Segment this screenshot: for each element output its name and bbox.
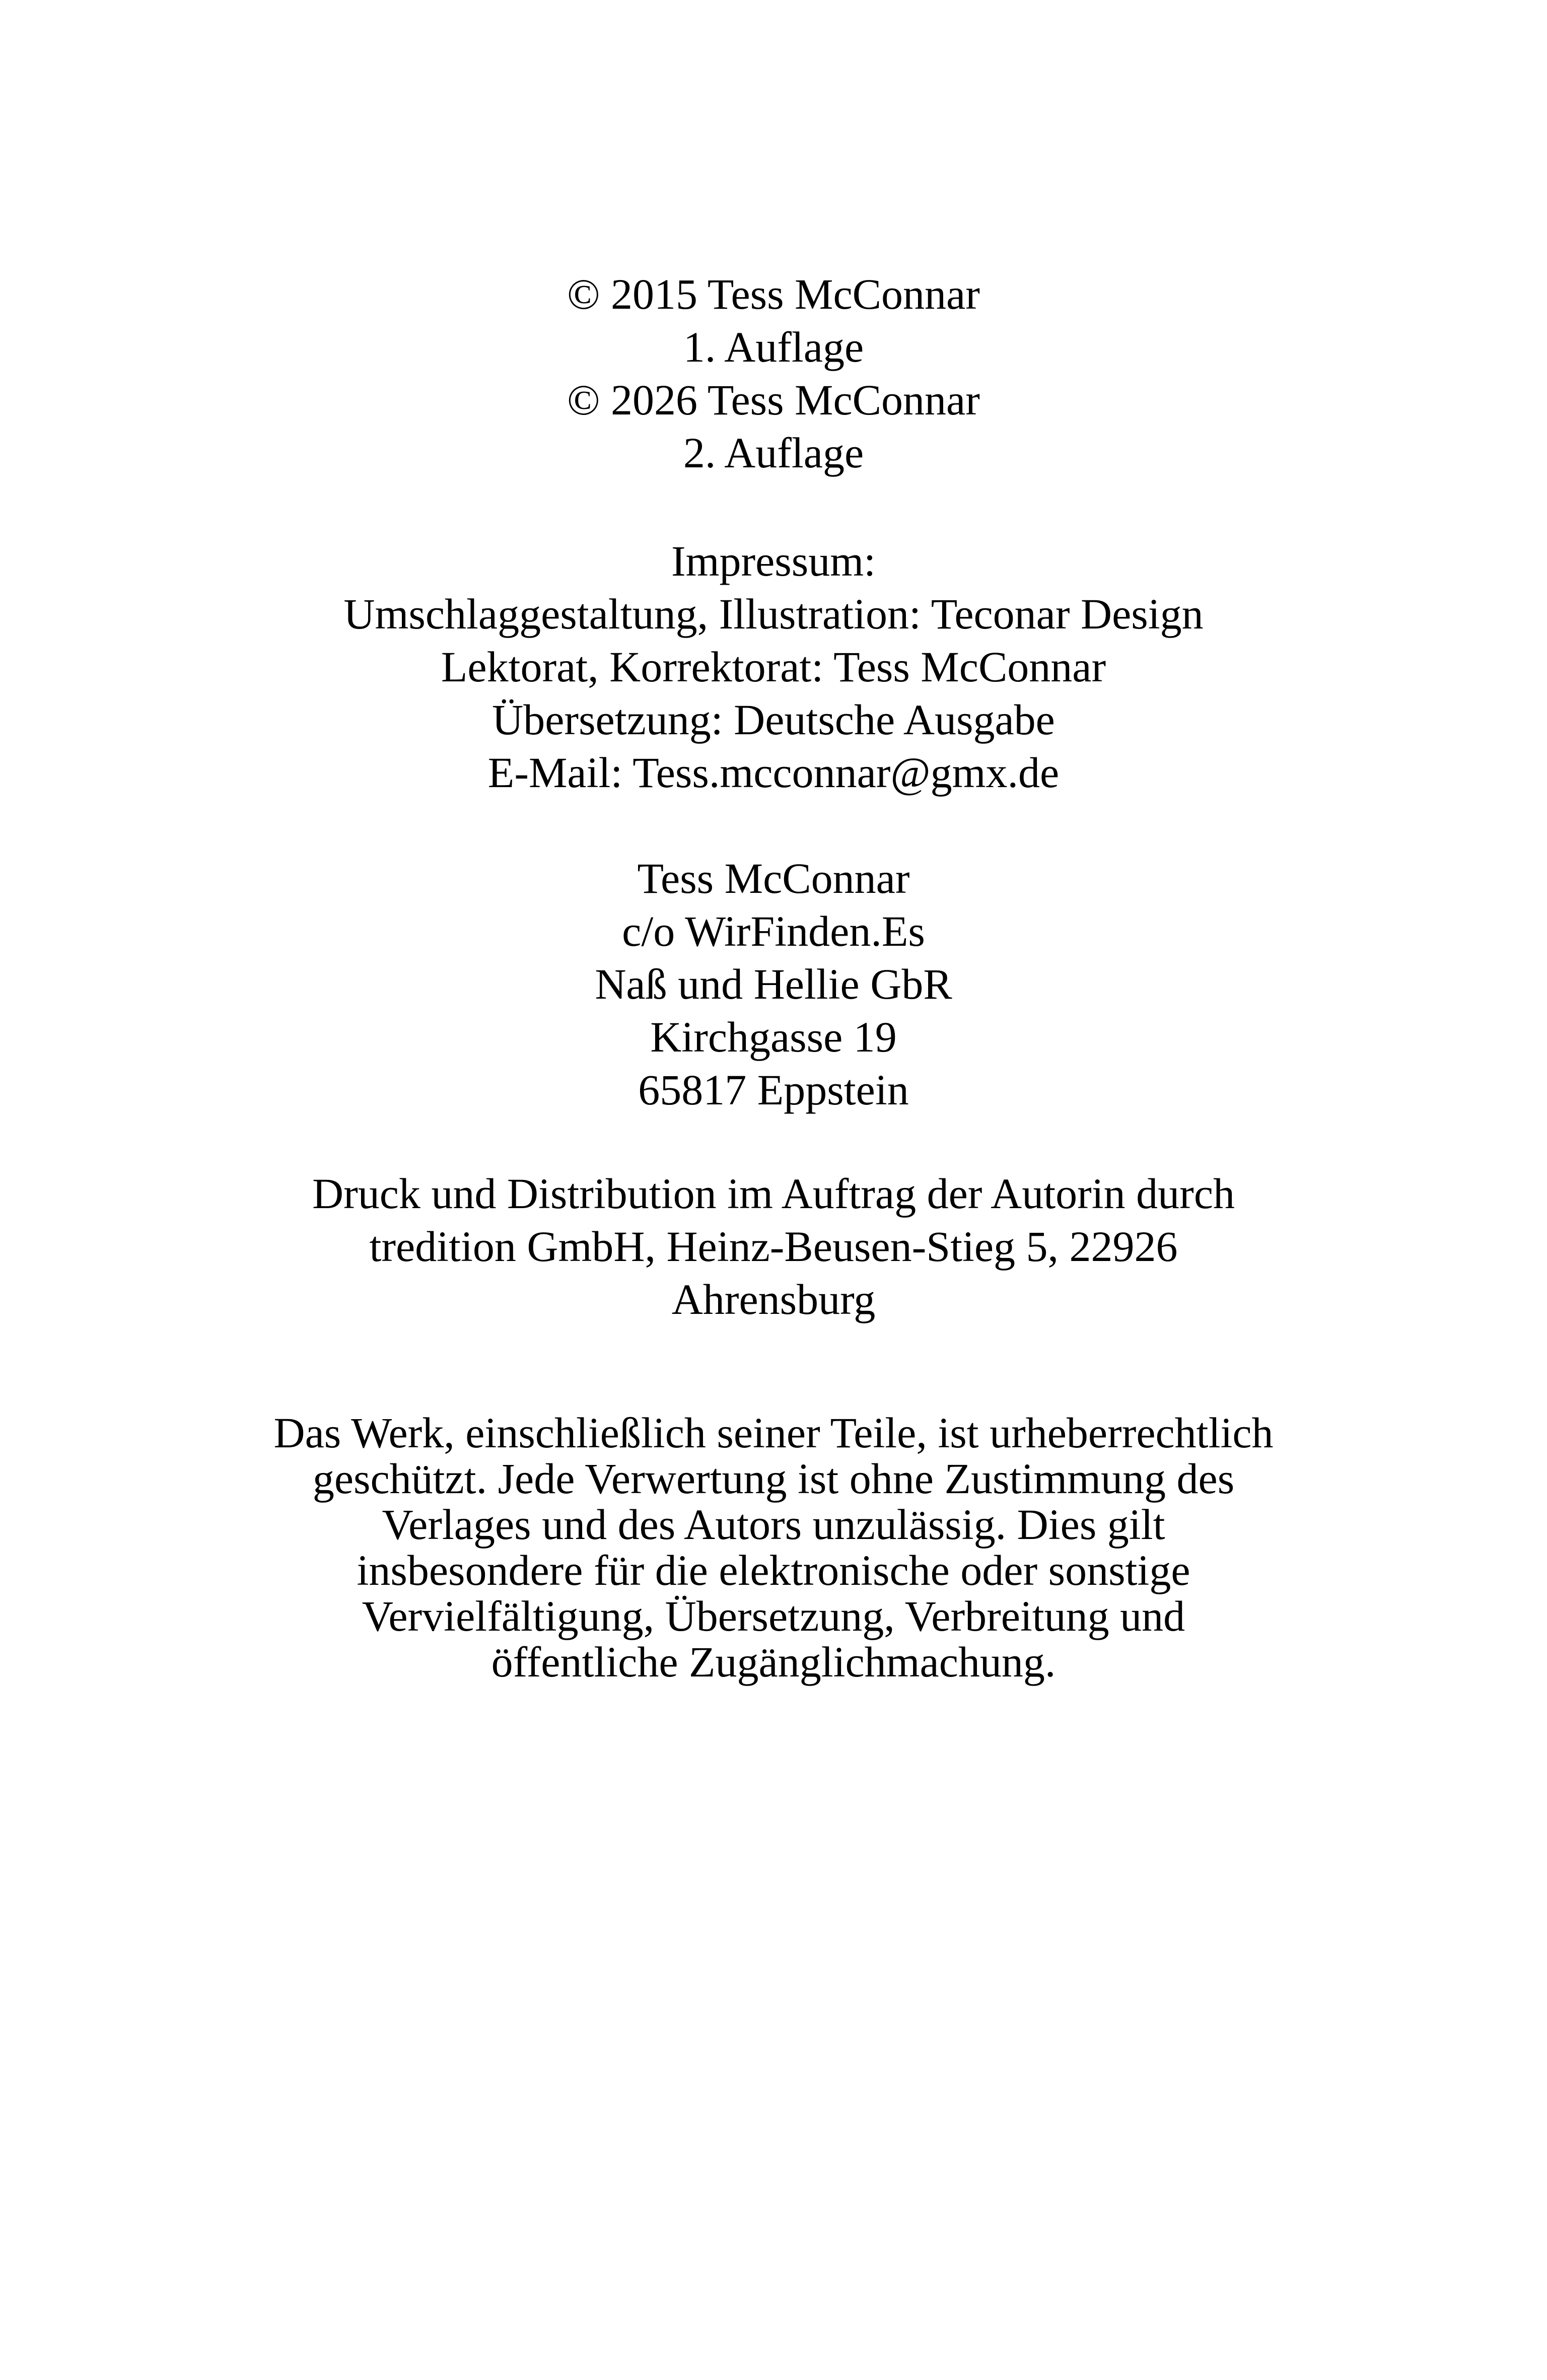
copyright-line-2026: © 2026 Tess McConnar [567,376,980,424]
print-line-2: tredition GmbH, Heinz-Beusen-Stieg 5, 22926 [369,1222,1178,1271]
print-line-3: Ahrensburg [671,1275,876,1323]
legal-line-3: Verlages und des Autors unzulässig. Dies gilt [382,1500,1165,1549]
impressum-editing: Lektorat, Korrektorat: Tess McConnar [441,643,1106,691]
address-company: Naß und Hellie GbR [595,960,952,1008]
impressum-heading: Impressum: [671,537,876,585]
address-care-of: c/o WirFinden.Es [622,907,925,955]
copyright-line-2015: © 2015 Tess McConnar [567,270,980,318]
impressum-section [0,535,1547,799]
edition-line-1: 1. Auflage [683,323,864,371]
legal-line-5: Vervielfältigung, Übersetzung, Verbreitung und [362,1592,1185,1640]
legal-notice-section [0,1410,1547,1685]
print-line-1: Druck und Distribution im Auftrag der Autorin durch [312,1169,1235,1218]
print-distribution-section [0,1167,1547,1326]
address-name: Tess McConnar [637,854,910,902]
impressum-email: E-Mail: Tess.mcconnar@gmx.de [487,748,1060,797]
impressum-translation: Übersetzung: Deutsche Ausgabe [492,695,1055,744]
legal-line-6: öffentliche Zugänglichmachung. [491,1638,1056,1686]
impressum-cover-design: Umschlaggestaltung, Illustration: Teconar Design [343,590,1204,638]
edition-line-2: 2. Auflage [683,429,864,477]
legal-line-2: geschützt. Jede Verwertung ist ohne Zustimmung des [312,1454,1235,1503]
address-section [0,852,1547,1116]
address-city: 65817 Eppstein [638,1066,909,1114]
legal-line-1: Das Werk, einschließlich seiner Teile, ist urheberrechtlich [273,1409,1274,1457]
address-street: Kirchgasse 19 [650,1013,897,1061]
copyright-section [0,268,1547,479]
legal-line-4: insbesondere für die elektronische oder sonstige [357,1546,1190,1594]
